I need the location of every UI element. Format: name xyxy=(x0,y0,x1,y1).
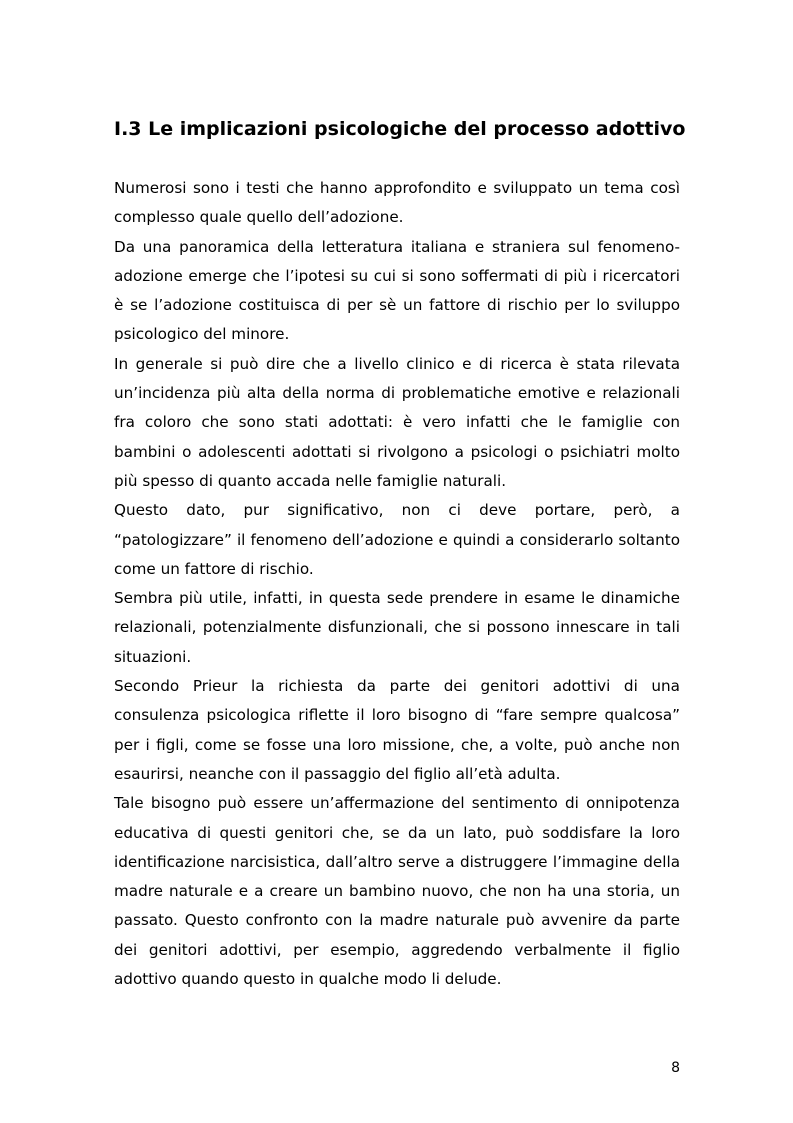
paragraph: Sembra più utile, infatti, in questa sede prendere in esame le dinamiche relazionali, potenzialmente disfunzionali, che si possono innescare in tali situazioni. xyxy=(114,589,680,666)
paragraph: Da una panoramica della letteratura italiana e straniera sul fenomeno-adozione emerge che l’ipotesi su cui si sono soffermati di più i ricercatori è se l’adozione costituisca di per sè un fattore di rischio per lo sviluppo psicologico del minore. xyxy=(114,237,680,344)
page-number: 8 xyxy=(671,1060,680,1076)
section-heading: I.3 Le implicazioni psicologiche del processo adottivo xyxy=(114,118,686,140)
paragraph: Questo dato, pur significativo, non ci deve portare, però, a “patologizzare” il fenomeno dell’adozione e quindi a considerarlo soltanto come un fattore di rischio. xyxy=(114,501,680,578)
paragraph: In generale si può dire che a livello clinico e di ricerca è stata rilevata un’incidenza più alta della norma di problematiche emotive e relazionali fra coloro che sono stati adottati: è vero infatti che le famiglie con bambini o adolescenti adottati si rivolgono a psicologi o psichiatri molto più spesso di quanto accada nelle famiglie naturali. xyxy=(114,354,680,490)
paragraph: Numerosi sono i testi che hanno approfondito e sviluppato un tema così complesso quale quello dell’adozione. xyxy=(114,179,680,227)
paragraph: Tale bisogno può essere un’affermazione del sentimento di onnipotenza educativa di questi genitori che, se da un lato, può soddisfare la loro identificazione narcisistica, dall’altro serve a distruggere l’immagine della madre naturale e a creare un bambino nuovo, che non ha una storia, un passato. Questo confronto con la madre naturale può avvenire da parte dei genitori adottivi, per esempio, aggredendo verbalmente il figlio adottivo quando questo in qualche modo li delude. xyxy=(114,794,680,989)
body-text xyxy=(114,174,680,994)
paragraph: Secondo Prieur la richiesta da parte dei genitori adottivi di una consulenza psicologica riflette il loro bisogno di “fare sempre qualcosa” per i figli, come se fosse una loro missione, che, a volte, può anche non esaurirsi, neanche con il passaggio del figlio all’età adulta. xyxy=(114,677,680,783)
